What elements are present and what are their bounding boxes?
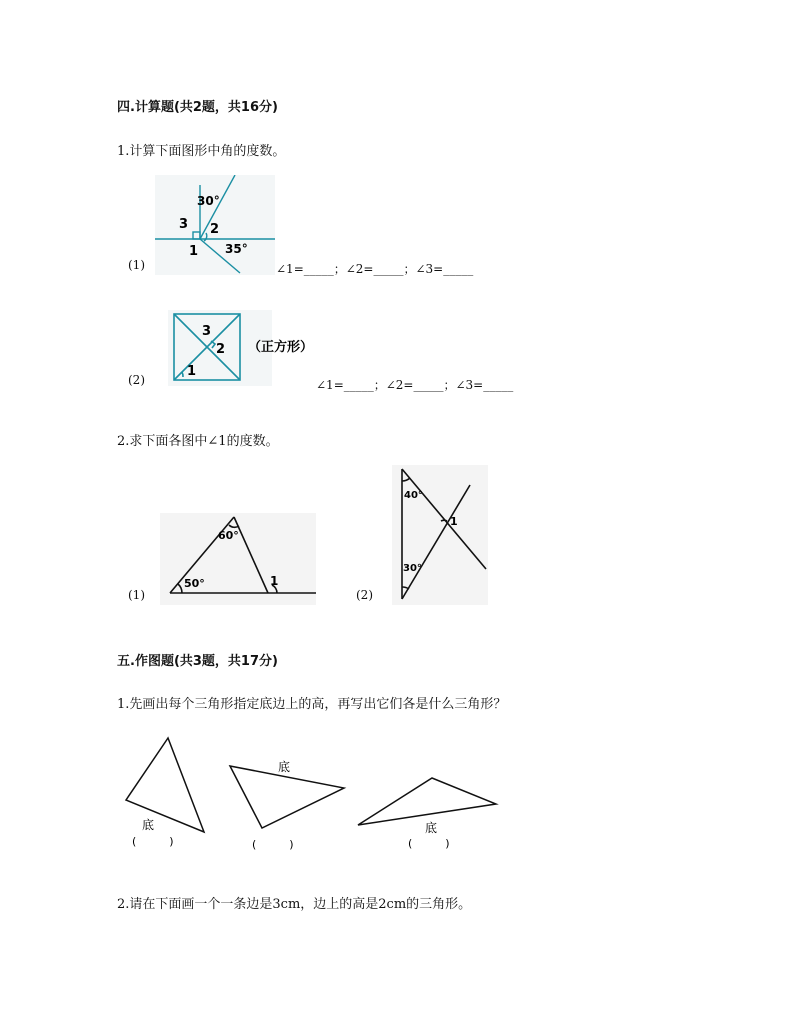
angle-figure-square [162, 308, 316, 388]
part-label: (1) [128, 588, 145, 602]
question-text: 2.求下面各图中∠1的度数。 [117, 434, 279, 449]
angle-figure-lines [155, 175, 275, 275]
label-1: 1 [270, 574, 279, 588]
part-label: (2) [356, 588, 373, 602]
question-text: 2.请在下面画一个一条边是3cm，边上的高是2cm的三角形。 [117, 897, 472, 912]
label-3: 3 [179, 217, 189, 232]
label-50: 50° [184, 577, 205, 590]
label-1: 1 [187, 364, 197, 379]
triangles-figure [110, 730, 510, 855]
question-text: 1.先画出每个三角形指定底边上的高，再写出它们各是什么三角形？ [117, 697, 507, 712]
part-label: (1) [128, 258, 145, 272]
label-60: 60° [218, 529, 239, 542]
square-note: （正方形） [248, 340, 314, 355]
label-2: 2 [216, 342, 226, 357]
answer-paren: ( ) [252, 838, 294, 851]
label-1: 1 [450, 515, 458, 528]
part-label: (2) [128, 373, 145, 387]
label-1: 1 [189, 244, 199, 259]
answer-paren: ( ) [408, 837, 450, 850]
base-label: 底 [142, 818, 155, 832]
base-label: 底 [425, 821, 438, 835]
answer-blanks: ∠1=_____；∠2=_____；∠3=_____ [316, 378, 514, 392]
base-label: 底 [278, 760, 291, 774]
label-40: 40° [404, 490, 423, 501]
label-35: 35° [225, 242, 248, 256]
answer-blanks: ∠1=_____；∠2=_____；∠3=_____ [276, 262, 474, 276]
triangle-figure-2 [392, 465, 488, 605]
label-30: 30° [403, 563, 422, 574]
answer-paren: ( ) [132, 835, 174, 848]
question-text: 1.计算下面图形中角的度数。 [117, 144, 286, 159]
label-30: 30° [197, 194, 220, 208]
section-title: 四.计算题(共2题，共16分) [117, 100, 278, 115]
label-3: 3 [202, 324, 212, 339]
label-2: 2 [210, 222, 220, 237]
triangle-figure-1 [160, 513, 316, 605]
section-title: 五.作图题(共3题，共17分) [117, 654, 278, 669]
